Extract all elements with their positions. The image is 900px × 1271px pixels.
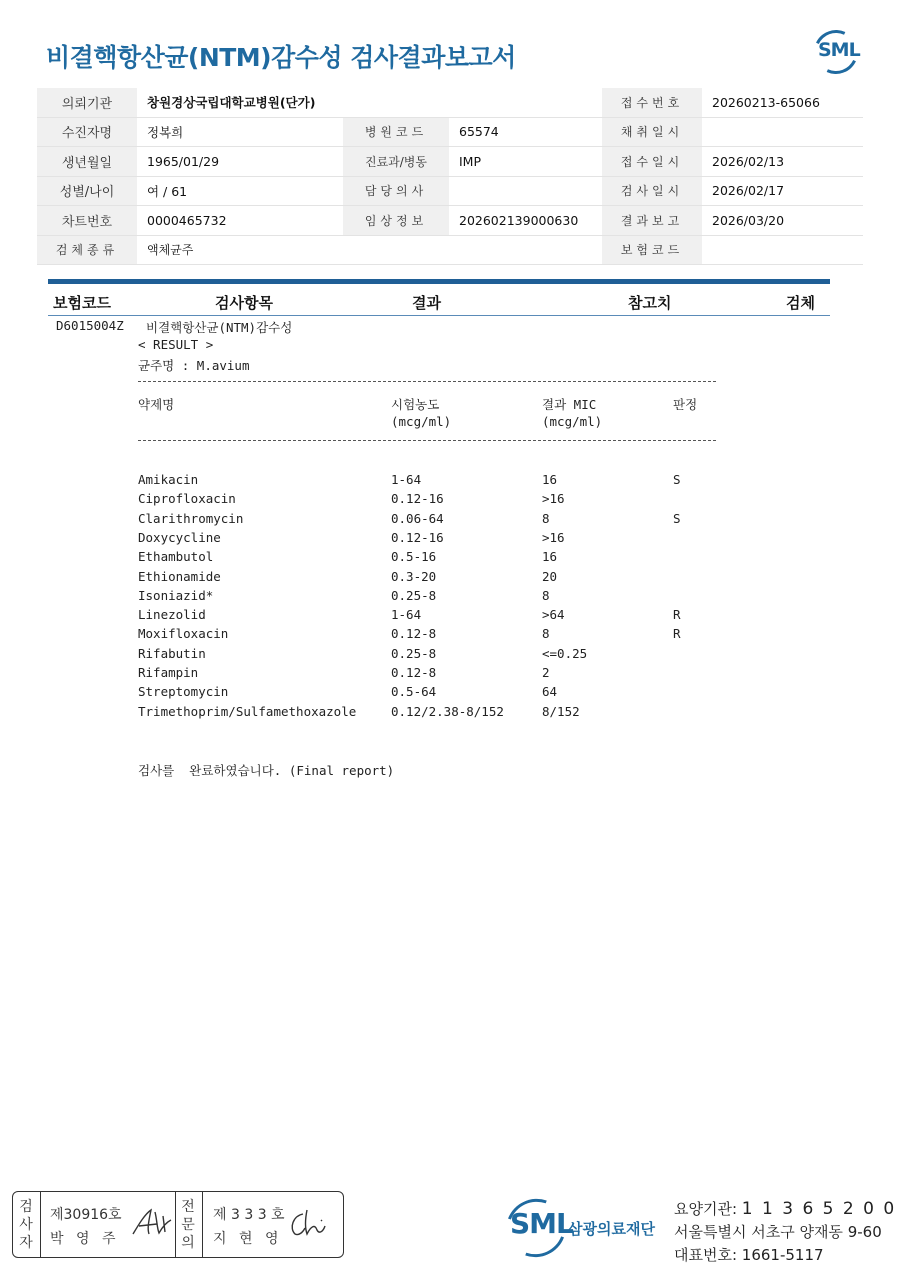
address: 서울특별시 서초구 양재동 9-60 — [674, 1223, 882, 1241]
info-label: 생년월일 — [37, 147, 137, 177]
drug-name: Trimethoprim/Sulfamethoxazole — [138, 703, 357, 719]
header-insurance-code: 보험코드 — [53, 294, 111, 312]
info-value: 1965/01/29 — [137, 147, 343, 177]
info-label: 병원코드 — [343, 117, 449, 147]
sml-logo-text: SML — [818, 39, 860, 61]
info-label: 임상정보 — [343, 206, 449, 236]
drug-name: Moxifloxacin — [138, 626, 229, 642]
drug-conc: 0.5-64 — [391, 684, 437, 700]
drug-name: Amikacin — [138, 472, 199, 487]
drug-name: Streptomycin — [138, 684, 229, 700]
test-code: D6015004Z — [56, 318, 124, 333]
org-name: 삼광의료재단 — [568, 1220, 655, 1238]
drug-name: Isoniazid* — [138, 587, 214, 603]
drug-conc: 0.12-16 — [391, 491, 444, 507]
drug-mic: 8/152 — [542, 703, 580, 719]
info-value: 2026/02/17 — [702, 176, 863, 206]
col-drug: 약제명 — [138, 397, 175, 412]
drug-conc: 0.12-8 — [391, 665, 437, 680]
drug-conc: 1-64 — [391, 607, 422, 623]
drug-conc: 0.5-16 — [391, 549, 437, 565]
header-reference: 참고치 — [628, 294, 672, 312]
drug-mic: >16 — [542, 529, 565, 545]
drug-mic: 8 — [542, 626, 550, 642]
result-label: < RESULT > — [138, 337, 214, 352]
col-interp: 판정 — [673, 397, 698, 412]
info-value: 65574 — [449, 117, 602, 147]
specialist-number: 제 3 3 3 호 — [213, 1207, 285, 1223]
info-label: 성별/나이 — [37, 176, 137, 206]
drug-conc: 0.12/2.38-8/152 — [391, 703, 504, 719]
test-name: 비결핵항산균(NTM)감수성 — [146, 320, 293, 335]
institution-label: 요양기관: — [674, 1200, 738, 1218]
info-row — [37, 88, 863, 117]
info-value: IMP — [449, 147, 602, 177]
info-value: 20260213-65066 — [702, 88, 863, 117]
drug-conc: 0.3-20 — [391, 568, 437, 584]
header-result: 결과 — [412, 294, 441, 312]
info-value: 2026/03/20 — [702, 206, 863, 236]
drug-conc: 0.25-8 — [391, 645, 437, 661]
drug-mic: 16 — [542, 472, 558, 487]
info-value — [449, 176, 602, 206]
dashed-divider — [138, 440, 716, 441]
drug-conc: 1-64 — [391, 472, 422, 487]
drug-mic: 8 — [542, 587, 550, 603]
examiner-number: 제30916호 — [50, 1207, 122, 1223]
drug-conc: 0.06-64 — [391, 510, 444, 526]
info-value: 202602139000630 — [449, 206, 602, 236]
col-conc-unit: (mcg/ml) — [391, 414, 452, 429]
dashed-divider — [138, 381, 716, 382]
examiner-label: 검 사 자 — [19, 1199, 33, 1251]
drug-conc: 0.12-8 — [391, 626, 437, 642]
info-label: 보험코드 — [602, 235, 702, 265]
info-value — [702, 117, 863, 147]
col-mic: 결과 MIC — [542, 397, 597, 412]
phone-label: 대표번호: — [674, 1246, 738, 1264]
info-label: 차트번호 — [37, 206, 137, 236]
info-label: 접수일시 — [602, 147, 702, 177]
drug-mic: 64 — [542, 684, 558, 700]
info-value: 액체균주 — [137, 235, 602, 265]
header-underline — [48, 315, 830, 316]
drug-interp: R — [673, 626, 681, 642]
drug-mic: <=0.25 — [542, 645, 588, 661]
phone-line — [674, 1244, 824, 1265]
info-label: 수진자명 — [37, 117, 137, 147]
drug-name: Ethionamide — [138, 568, 221, 584]
drug-mic: 20 — [542, 568, 558, 584]
info-row — [37, 235, 863, 265]
examiner-name: 박 영 주 — [50, 1231, 120, 1247]
specialist-label: 전 문 의 — [181, 1199, 195, 1251]
info-label: 검사일시 — [602, 176, 702, 206]
drug-name: Clarithromycin — [138, 510, 244, 526]
drug-interp: R — [673, 607, 681, 623]
header-test-item: 검사항목 — [215, 294, 273, 312]
sml-logo — [812, 28, 862, 76]
info-value: 0000465732 — [137, 206, 343, 236]
info-label: 검체종류 — [37, 235, 137, 265]
info-label: 결과보고 — [602, 206, 702, 236]
specialist-signature — [285, 1206, 335, 1240]
info-row — [37, 176, 863, 206]
drug-mic: 2 — [542, 665, 550, 680]
drug-name: Ciprofloxacin — [138, 491, 236, 507]
phone-number: 1661-5117 — [741, 1246, 824, 1264]
drug-name: Linezolid — [138, 607, 206, 623]
col-conc: 시험농도 — [391, 397, 440, 412]
drug-name: Doxycycline — [138, 529, 221, 545]
info-label: 채취일시 — [602, 117, 702, 147]
institution-line — [674, 1198, 896, 1219]
info-value: 정복희 — [137, 117, 343, 147]
drug-interp: S — [673, 510, 681, 526]
patient-info-table — [37, 88, 863, 265]
institution-number: 1 1 3 6 5 2 0 0 — [741, 1199, 897, 1219]
info-label: 담당의사 — [343, 176, 449, 206]
info-label: 의뢰기관 — [37, 88, 137, 117]
info-label: 접수번호 — [602, 88, 702, 117]
drug-conc: 0.25-8 — [391, 587, 437, 603]
drug-mic: 8 — [542, 510, 550, 526]
drug-name: Rifampin — [138, 665, 199, 680]
drug-interp: S — [673, 472, 681, 487]
drug-mic: >16 — [542, 491, 565, 507]
info-row — [37, 147, 863, 177]
info-row — [37, 117, 863, 147]
col-mic-unit: (mcg/ml) — [542, 414, 603, 429]
drug-mic: >64 — [542, 607, 565, 623]
info-row — [37, 206, 863, 236]
specialist-name: 지 현 영 — [213, 1231, 283, 1247]
drug-name: Rifabutin — [138, 645, 206, 661]
header-specimen: 검체 — [786, 294, 815, 312]
drug-mic: 16 — [542, 549, 558, 565]
section-divider — [48, 279, 830, 284]
info-value: 창원경상국립대학교병원(단가) — [137, 88, 602, 117]
report-title: 비결핵항산균(NTM)감수성 검사결과보고서 — [46, 43, 516, 72]
drug-name: Ethambutol — [138, 549, 214, 565]
drug-conc: 0.12-16 — [391, 529, 444, 545]
info-value: 2026/02/13 — [702, 147, 863, 177]
examiner-signature — [129, 1206, 177, 1240]
signature-stamp — [12, 1191, 344, 1258]
info-value — [702, 235, 863, 265]
info-label: 진료과/병동 — [343, 147, 449, 177]
final-note: 검사를 완료하였습니다. (Final report) — [138, 763, 395, 778]
organism-name: 균주명 : M.avium — [138, 358, 250, 373]
sml-footer-logo-text: SML — [510, 1207, 573, 1240]
info-value: 여 / 61 — [137, 176, 343, 206]
